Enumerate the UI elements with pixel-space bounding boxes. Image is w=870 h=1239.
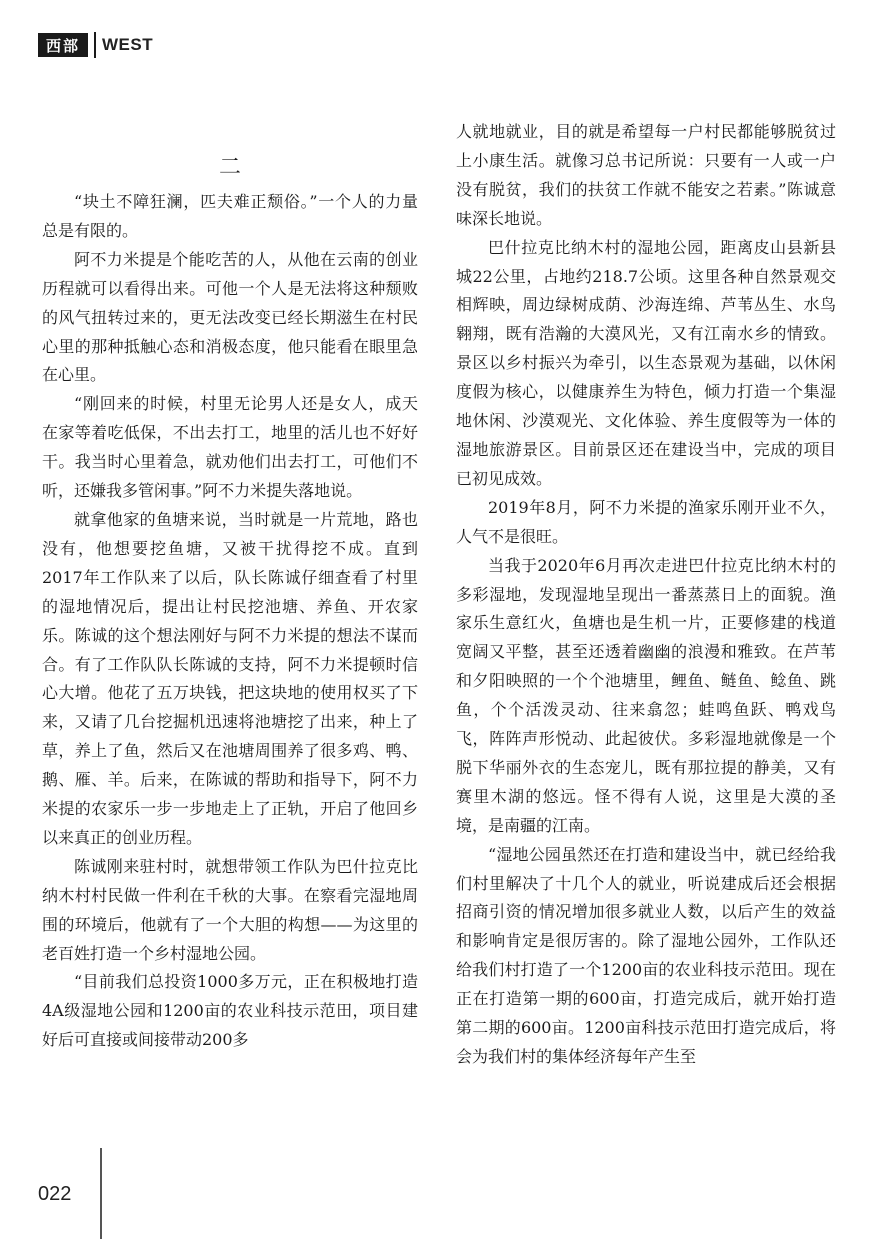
paragraph: 阿不力米提是个能吃苦的人，从他在云南的创业历程就可以看得出来。可他一个人是无法将这种颓败的风气扭转过来的，更无法改变已经长期滋生在村民心里的那种抵触心态和消极态度，他只能看在眼里急在心里。 (42, 249, 418, 385)
paragraph: 就拿他家的鱼塘来说，当时就是一片荒地，路也没有，他想要挖鱼塘，又被干扰得挖不成。直到2017年工作队来了以后，队长陈诚仔细查看了村里的湿地情况后，提出让村民挖池塘、养鱼、开农家乐。陈诚的这个想法刚好与阿不力米提的想法不谋而合。有了工作队队长陈诚的支持，阿不力米提顿时信心大增。他花了五万块钱，把这块地的使用权买了下来，又请了几台挖掘机迅速将池塘挖了出来，种上了草，养上了鱼，然后又在池塘周围养了很多鸡、鸭、鹅、雁、羊。后来，在陈诚的帮助和指导下，阿不力米提的农家乐一步一步地走上了正轨，开启了他回乡以来真正的创业历程。 (42, 509, 418, 847)
section-number: 二 (218, 155, 241, 180)
paragraph: 2019年8月，阿不力米提的渔家乐刚开业不久，人气不是很旺。 (456, 497, 836, 546)
paragraph-continuation: 人就地就业，目的就是希望每一户村民都能够脱贫过上小康生活。就像习总书记所说：只要有一人或一户没有脱贫，我们的扶贫工作就不能安之若素。”陈诚意味深长地说。 (456, 122, 836, 228)
paragraph: 巴什拉克比纳木村的湿地公园，距离皮山县新县城22公里，占地约218.7公顷。这里各种自然景观交相辉映，周边绿树成荫、沙海连绵、芦苇丛生、水鸟翱翔，既有浩瀚的大漠风光，又有江南水乡的情致。景区以乡村振兴为牵引，以生态景观为基础，以休闲度假为核心，以健康养生为特色，倾力打造一个集湿地休闲、沙漠观光、文化体验、养生度假等为一体的湿地旅游景区。目前景区还在建设当中，完成的项目已初见成效。 (456, 237, 836, 488)
page-header (38, 32, 153, 58)
paragraph: “刚回来的时候，村里无论男人还是女人，成天在家等着吃低保，不出去打工，地里的活儿也不好好干。我当时心里着急，就劝他们出去打工，可他们不听，还嫌我多管闲事。”阿不力米提失落地说。 (42, 394, 418, 501)
paragraph: 当我于2020年6月再次走进巴什拉克比纳木村的多彩湿地，发现湿地呈现出一番蒸蒸日上的面貌。渔家乐生意红火，鱼塘也是生机一片，正要修建的栈道宽阔又平整，甚至还透着幽幽的浪漫和雅致。在芦苇和夕阳映照的一个个池塘里，鲤鱼、鲢鱼、鲶鱼、跳鱼，个个活泼灵动、往来翕忽；蛙鸣鱼跃、鸭戏鸟飞，阵阵声形悦动、此起彼伏。多彩湿地就像是一个脱下华丽外衣的生态宠儿，既有那拉提的静美，又有赛里木湖的悠远。怪不得有人说，这里是大漠的圣境，是南疆的江南。 (456, 555, 836, 835)
magazine-title: WEST (102, 35, 154, 54)
footer-divider (100, 1148, 102, 1239)
paragraph: “目前我们总投资1000多万元，正在积极地打造4A级湿地公园和1200亩的农业科技示范田，项目建好后可直接或间接带动200多 (42, 972, 418, 1050)
left-column (42, 114, 418, 1055)
right-column (456, 118, 836, 1072)
paragraph: 陈诚刚来驻村时，就想带领工作队为巴什拉克比纳木村村民做一件利在千秋的大事。在察看完湿地周围的环境后，他就有了一个大胆的构想——为这里的老百姓打造一个乡村湿地公园。 (42, 856, 418, 963)
magazine-logo: 西部 (38, 33, 88, 57)
page-number: 022 (38, 1183, 72, 1205)
header-divider (94, 32, 96, 58)
paragraph: “湿地公园虽然还在打造和建设当中，就已经给我们村里解决了十几个人的就业，听说建成后还会根据招商引资的情况增加很多就业人数，以后产生的效益和影响肯定是很厉害的。除了湿地公园外，工作队还给我们村打造了一个1200亩的农业科技示范田。现在正在打造第一期的600亩，打造完成后，就开始打造第二期的600亩。1200亩科技示范田打造完成后，将会为我们村的集体经济每年产生至 (456, 844, 836, 1066)
paragraph: “块土不障狂澜，匹夫难正颓俗。”一个人的力量总是有限的。 (42, 192, 418, 240)
